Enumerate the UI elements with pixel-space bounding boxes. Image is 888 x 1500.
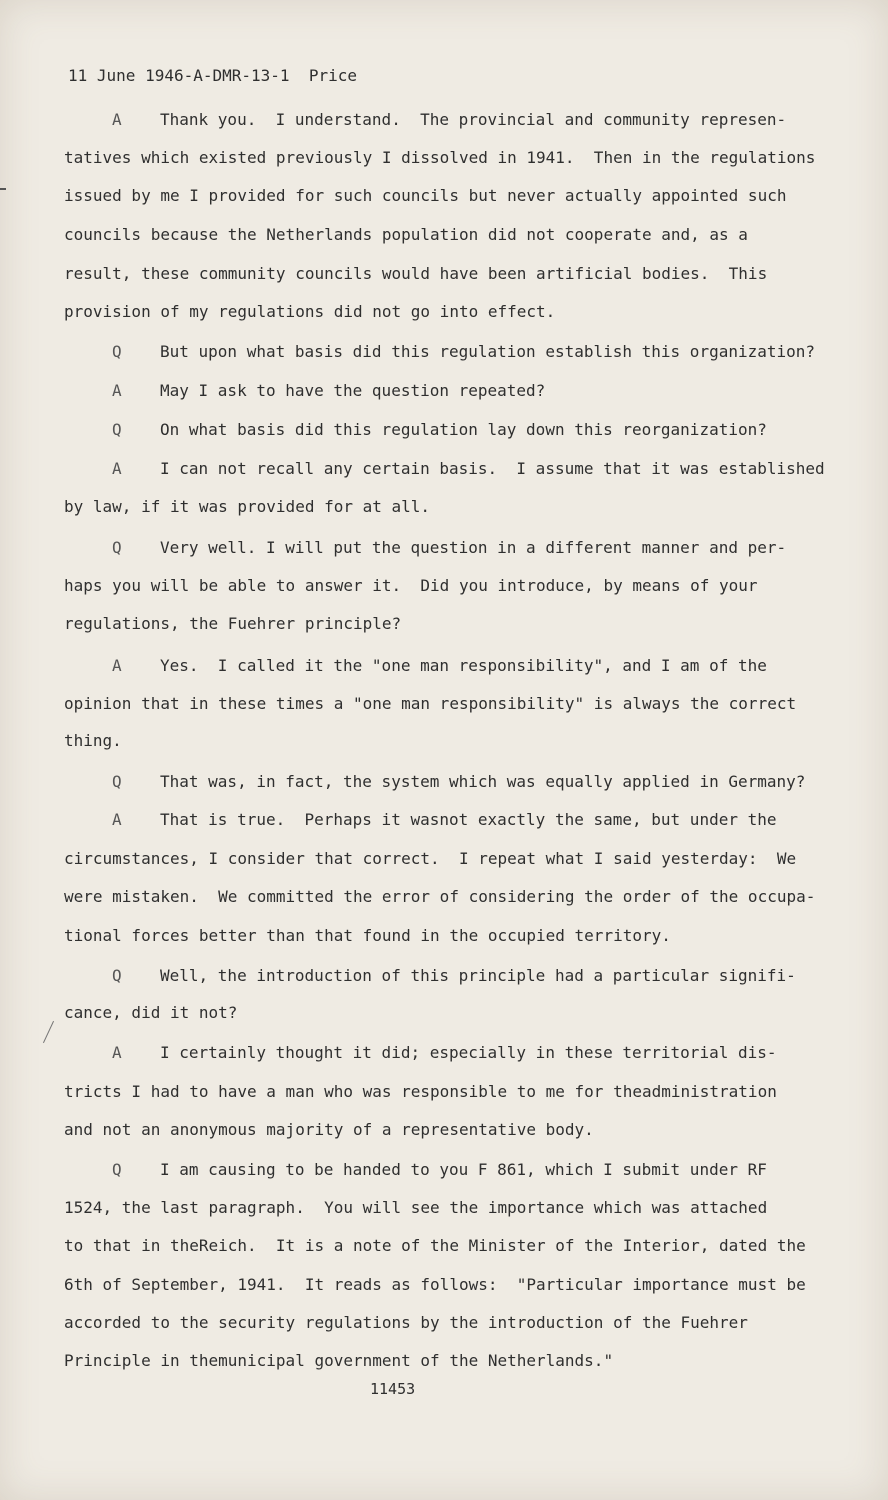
transcript-line: Yes. I called it the "one man responsibility", and I am of the (160, 656, 767, 675)
transcript-line: to that in theReich. It is a note of the Minister of the Interior, dated the (64, 1236, 806, 1255)
transcript-line: I can not recall any certain basis. I assume that it was established (160, 459, 825, 478)
page-number: 11453 (370, 1380, 416, 1398)
speaker-marker: A (112, 381, 122, 400)
transcript-line: Principle in themunicipal government of the Netherlands." (64, 1351, 614, 1370)
transcript-line: provision of my regulations did not go into effect. (64, 302, 556, 321)
transcript-line: tional forces better than that found in the occupied territory. (64, 926, 671, 945)
margin-mark (0, 188, 6, 190)
transcript-line: Very well. I will put the question in a different manner and per- (160, 538, 787, 557)
page-header: 11 June 1946-A-DMR-13-1 Price (68, 66, 357, 85)
speaker-marker: A (112, 810, 122, 829)
speaker-marker: Q (112, 966, 122, 985)
transcript-line: opinion that in these times a "one man responsibility" is always the correct (64, 694, 797, 713)
speaker-marker: A (112, 656, 122, 675)
transcript-line: and not an anonymous majority of a representative body. (64, 1120, 594, 1139)
transcript-line: circumstances, I consider that correct. I repeat what I said yesterday: We (64, 849, 797, 868)
transcript-line: I certainly thought it did; especially in these territorial dis- (160, 1043, 777, 1062)
transcript-line: councils because the Netherlands population did not cooperate and, as a (64, 225, 748, 244)
transcript-line: 6th of September, 1941. It reads as follows: "Particular importance must be (64, 1275, 806, 1294)
transcript-line: On what basis did this regulation lay down this reorganization? (160, 420, 767, 439)
transcript-line: issued by me I provided for such councils but never actually appointed such (64, 186, 787, 205)
transcript-line: 1524, the last paragraph. You will see the importance which was attached (64, 1198, 768, 1217)
transcript-line: were mistaken. We committed the error of considering the order of the occupa- (64, 887, 816, 906)
transcript-line: result, these community councils would have been artificial bodies. This (64, 264, 768, 283)
transcript-line: by law, if it was provided for at all. (64, 497, 431, 516)
transcript-line: But upon what basis did this regulation establish this organization? (160, 342, 816, 361)
transcript-line: accorded to the security regulations by the introduction of the Fuehrer (64, 1313, 748, 1332)
speaker-marker: A (112, 1043, 122, 1062)
transcript-line: regulations, the Fuehrer principle? (64, 614, 402, 633)
transcript-line: Thank you. I understand. The provincial and community represen- (160, 110, 787, 129)
speaker-marker: Q (112, 538, 122, 557)
transcript-line: Well, the introduction of this principle had a particular signifi- (160, 966, 796, 985)
speaker-marker: Q (112, 1160, 122, 1179)
transcript-line: That was, in fact, the system which was equally applied in Germany? (160, 772, 806, 791)
speaker-marker: Q (112, 772, 122, 791)
transcript-line: thing. (64, 731, 122, 750)
transcript-line: May I ask to have the question repeated? (160, 381, 546, 400)
speaker-marker: A (112, 459, 122, 478)
speaker-marker: A (112, 110, 122, 129)
speaker-marker: Q (112, 342, 122, 361)
transcript-line: I am causing to be handed to you F 861, which I submit under RF (160, 1160, 767, 1179)
transcript-line: haps you will be able to answer it. Did you introduce, by means of your (64, 576, 758, 595)
transcript-line: That is true. Perhaps it wasnot exactly the same, but under the (160, 810, 777, 829)
transcript-line: tricts I had to have a man who was responsible to me for theadministration (64, 1082, 777, 1101)
pencil-tick-mark (43, 1021, 54, 1043)
transcript-line: tatives which existed previously I dissolved in 1941. Then in the regulations (64, 148, 816, 167)
speaker-marker: Q (112, 420, 122, 439)
transcript-line: cance, did it not? (64, 1003, 238, 1022)
